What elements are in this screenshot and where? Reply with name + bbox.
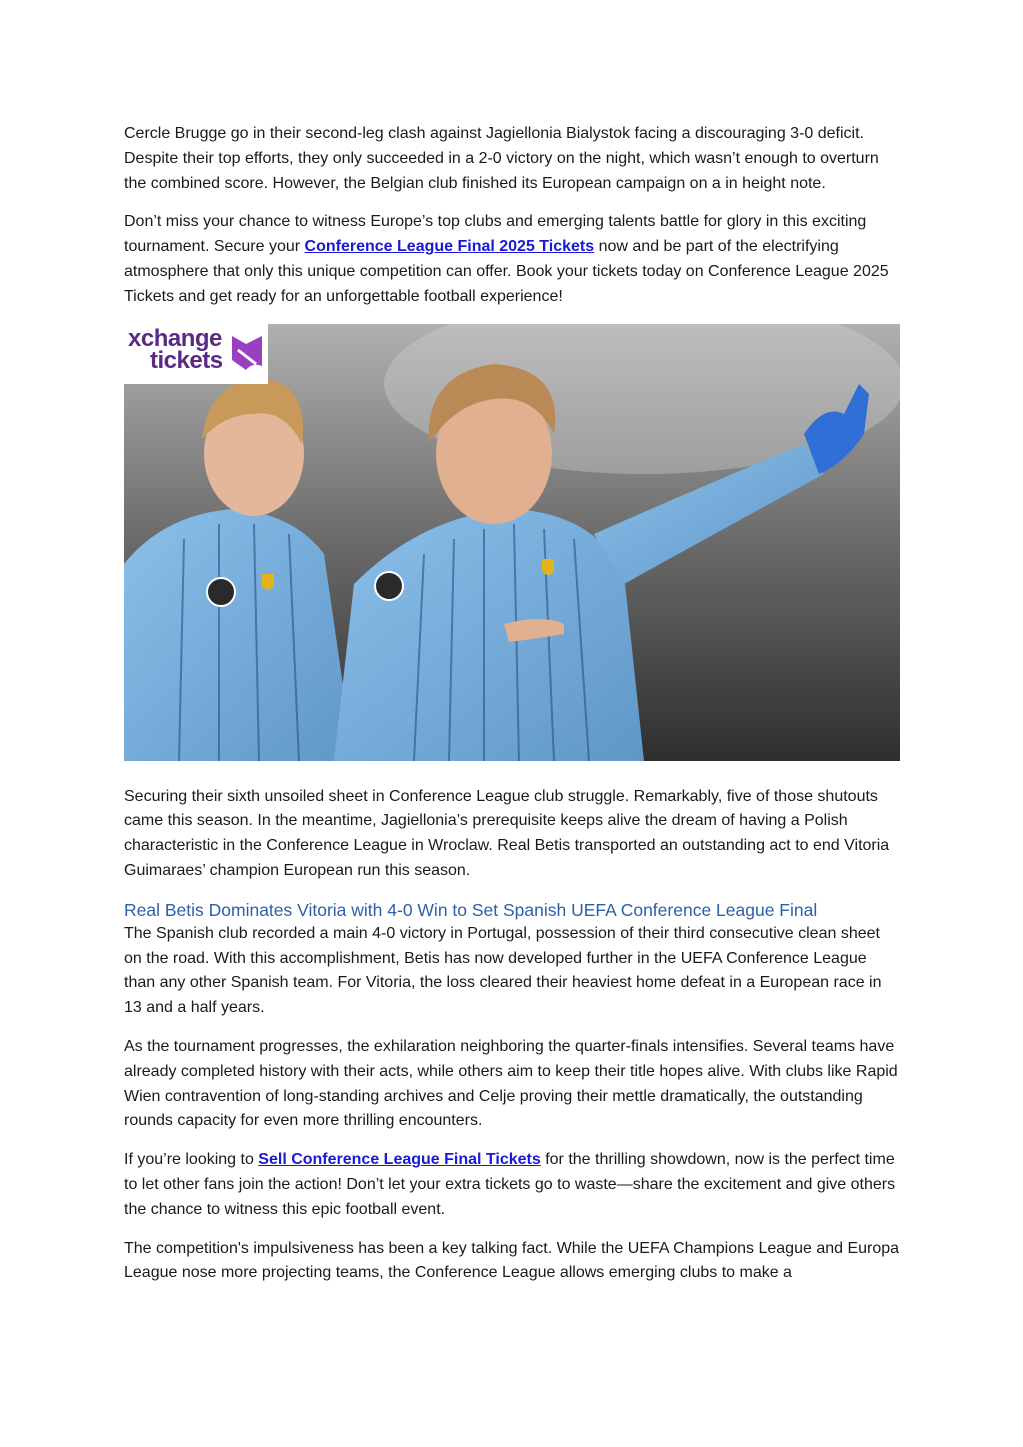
- paragraph-betis-victory: The Spanish club recorded a main 4-0 victory in Portugal, possession of their third consecutive clean sheet on the road. With this accomplishment, Betis has now developed further in the UEFA Conference League than any other Spanish team. For Vitoria, the loss cleared their heaviest home defeat in a European race in 13 and a half years.: [124, 924, 882, 1017]
- paragraph-text: for the thrilling showdown, now is the perfect time to let other fans join the action! Don’t let your extra tickets go to waste—share the excitement and give others the chance to witness this epic football event.: [124, 1151, 896, 1218]
- paragraph-text: now and be part of the electrifying atmosphere that only this unique competition can offer. Book your tickets today on Conference League 2025 Tickets and get ready for an unforgettable football experience!: [124, 238, 889, 305]
- conference-league-final-tickets-link[interactable]: Conference League Final 2025 Tickets: [304, 238, 595, 256]
- sell-conference-league-final-tickets-link[interactable]: Sell Conference League Final Tickets: [258, 1151, 541, 1169]
- paragraph-intro: Cercle Brugge go in their second-leg clash against Jagiellonia Bialystok facing a discouraging 3-0 deficit. Despite their top efforts, they only succeeded in a 2-0 victory on the night, which wasn’t enough to overturn the combined score. However, the Belgian club finished its European campaign on a in height note.: [124, 125, 879, 192]
- paragraph-sell-tickets: [124, 1148, 900, 1222]
- paragraph-competition: The competition's impulsiveness has been a key talking fact. While the UEFA Champions League and Europa League nose more projecting teams, the Conference League allows emerging clubs to make a: [124, 1239, 900, 1282]
- players-celebration-photo: [124, 324, 900, 761]
- logo-line2: tickets: [150, 346, 223, 374]
- ticket-icon: [230, 330, 264, 374]
- paragraph-tournament-progress: As the tournament progresses, the exhilaration neighboring the quarter-finals intensifies. Several teams have already completed history with their acts, while others aim to keep their title hopes alive. With clubs like Rapid Wien contravention of long-standing archives and Celje proving their mettle dramatically, the outstanding rounds capacity for even more thrilling encounters.: [124, 1037, 898, 1130]
- photo-illustration: [124, 324, 900, 761]
- paragraph-tickets-promo: [124, 210, 900, 309]
- logo-line1: xchange: [128, 324, 222, 352]
- section-heading: Real Betis Dominates Vitoria with 4-0 Win to Set Spanish UEFA Conference League Final: [124, 899, 818, 920]
- paragraph-text: Don’t miss your chance to witness Europe’s top clubs and emerging talents battle for glory in this exciting tournament. Secure your: [124, 213, 867, 256]
- xchange-tickets-logo: [124, 324, 268, 384]
- document-page: [124, 122, 900, 1300]
- paragraph-text: If you’re looking to: [124, 1151, 259, 1169]
- paragraph-clean-sheet: Securing their sixth unsoiled sheet in Conference League club struggle. Remarkably, five of those shutouts came this season. In the meantime, Jagiellonia’s prerequisite keeps alive the dream of having a Polish characteristic in the Conference League in Wroclaw. Real Betis transported an outstanding act to end Vitoria Guimaraes’ champion European run this season.: [124, 787, 890, 879]
